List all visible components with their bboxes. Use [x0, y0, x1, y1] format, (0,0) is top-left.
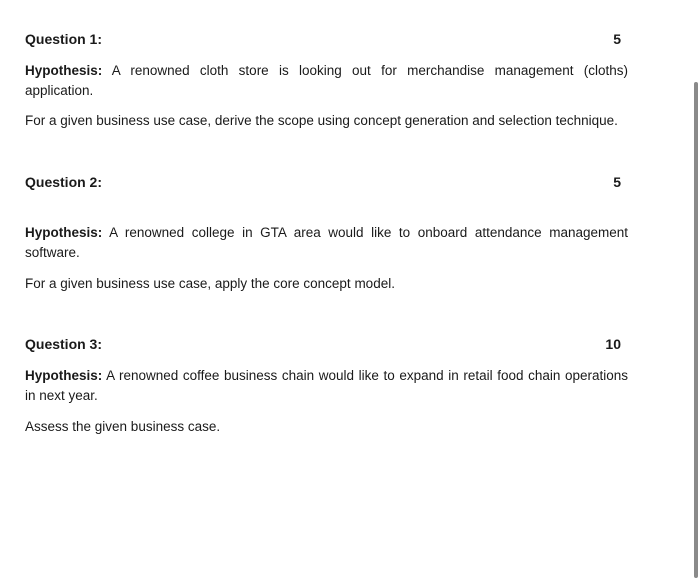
question-2-marks: 5: [613, 174, 621, 190]
question-2-task: For a given business use case, apply the core concept model.: [25, 276, 395, 291]
question-2-title: Question 2:: [25, 174, 103, 190]
question-2-hypothesis: [25, 223, 628, 263]
question-1-title: Question 1:: [25, 31, 103, 47]
question-3-hypothesis-label: Hypothesis:: [25, 368, 103, 383]
question-2-hypothesis-label: Hypothesis:: [25, 225, 103, 240]
question-1-task: For a given business use case, derive the scope using concept generation and selection technique.: [25, 113, 618, 128]
question-2-header: [25, 174, 621, 190]
question-1-hypothesis: [25, 61, 628, 101]
question-3-hypothesis-text: A renowned coffee business chain would like to expand in retail food chain operations in next year.: [25, 368, 628, 403]
question-1-hypothesis-text: A renowned cloth store is looking out for merchandise management (cloths) application.: [25, 63, 628, 98]
vertical-scrollbar[interactable]: [694, 82, 698, 578]
question-3-task: Assess the given business case.: [25, 419, 221, 434]
question-3-header: [25, 336, 621, 352]
question-3-hypothesis: [25, 366, 628, 406]
question-1-hypothesis-label: Hypothesis:: [25, 63, 103, 78]
question-1-header: [25, 31, 621, 47]
question-3-title: Question 3:: [25, 336, 103, 352]
question-2-hypothesis-text: A renowned college in GTA area would like to onboard attendance management software.: [25, 225, 628, 260]
question-1-marks: 5: [613, 31, 621, 47]
question-3-marks: 10: [605, 336, 621, 352]
